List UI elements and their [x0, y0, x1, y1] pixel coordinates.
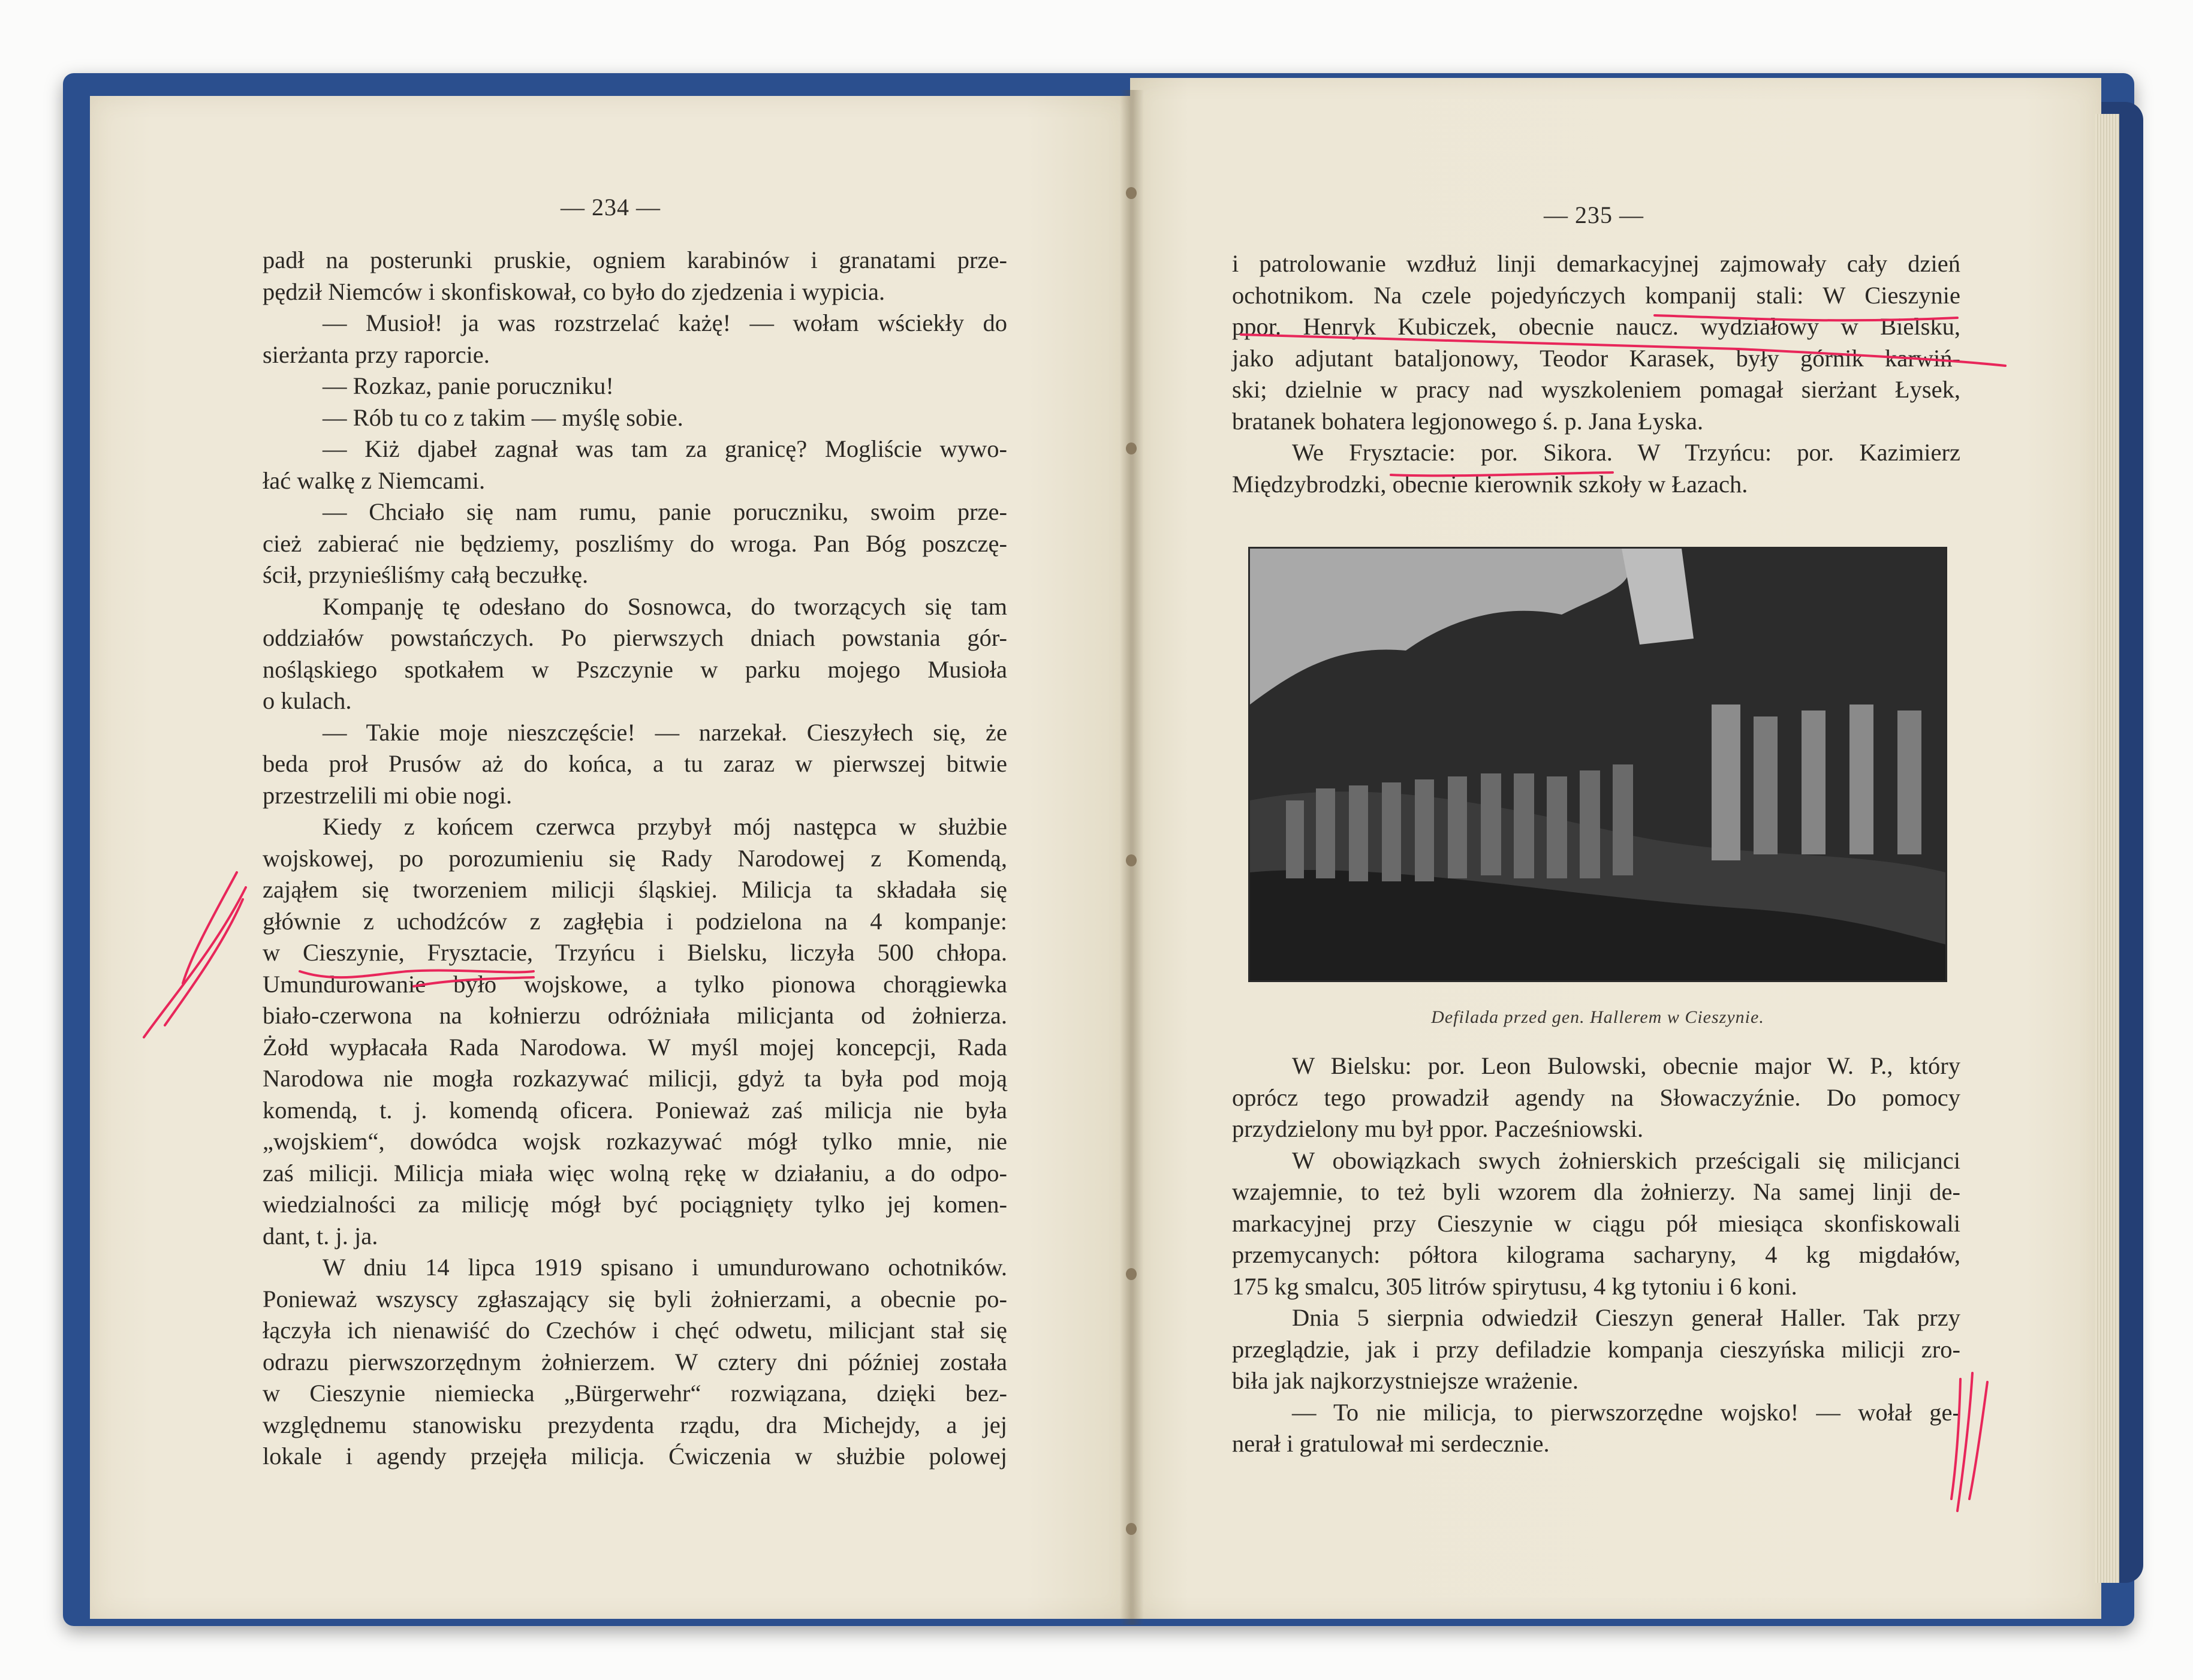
photo-scene: [1250, 549, 1945, 980]
text-line: oprócz tego prowadził agendy na Słowaczyźnie. Do pomocy: [1232, 1083, 1960, 1111]
text-line: — Musioł! ja was rozstrzelać każę! — wołam wściekły do: [323, 309, 1007, 336]
text-line: Żołd wypłacała Rada Narodowa. W myśl mojej koncepcji, Rada: [263, 1033, 1007, 1061]
page-number-left: — 234 —: [561, 194, 661, 221]
binding-stitch: [1126, 187, 1137, 199]
text-line: — Rób tu co z takim — myślę sobie.: [323, 404, 683, 431]
text-line: 175 kg smalcu, 305 litrów spirytusu, 4 kg tytoniu i 6 koni.: [1232, 1272, 1797, 1300]
text-line: jako adjutant bataljonowy, Teodor Karasek, były górnik karwiń-: [1232, 344, 1960, 372]
text-line: przydzielony mu był ppor. Pacześniowski.: [1232, 1115, 1644, 1142]
right-page-text-top: [1232, 248, 1960, 500]
text-line: — To nie milicja, to pierwszorzędne wojsko! — wołał ge-: [1292, 1398, 1960, 1426]
text-line: ski; dzielnie w pracy nad wyszkoleniem pomagał sierżant Łysek,: [1232, 376, 1960, 403]
text-line: przeglądzie, jak i przy defiladzie kompanja cieszyńska milicji zro-: [1232, 1335, 1960, 1363]
text-line: Kiedy z końcem czerwca przybył mój następca w służbie: [323, 813, 1007, 840]
text-line: dant, t. j. ja.: [263, 1222, 378, 1250]
text-line: przemycanych: półtora kilograma sacharyny, 4 kg migdałów,: [1232, 1241, 1960, 1268]
text-line: W dniu 14 lipca 1919 spisano i umundurowano ochotników.: [323, 1254, 1007, 1281]
text-line: — Rozkaz, panie poruczniku!: [323, 372, 614, 399]
text-line: łączyła ich nienawiść do Czechów i chęć odwetu, milicjant stał się: [263, 1317, 1007, 1344]
general-figure: [1712, 704, 1740, 860]
text-line: i patrolowanie wzdłuż linji demarkacyjnej zajmowały cały dzień: [1232, 250, 1960, 277]
text-line: W Bielsku: por. Leon Bulowski, obecnie major W. P., który: [1292, 1052, 1960, 1079]
text-line: o kulach.: [263, 687, 352, 714]
binding-stitch: [1126, 1523, 1137, 1535]
text-line: nośląskiego spotkałem w Pszczynie w parku mojego Musioła: [263, 655, 1007, 683]
binding-stitch: [1126, 1268, 1137, 1280]
text-line: ppor. Henryk Kubiczek, obecnie naucz. wydziałowy w Bielsku,: [1232, 313, 1960, 340]
text-line: wojskowej, po porozumieniu się Rady Narodowej z Komendą,: [263, 844, 1007, 872]
binding-stitch: [1126, 854, 1137, 866]
text-line: Dnia 5 sierpnia odwiedził Cieszyn generał Haller. Tak przy: [1292, 1304, 1960, 1331]
text-line: lokale i agendy przejęła milicja. Ćwiczenia w służbie polowej: [263, 1443, 1007, 1470]
text-line: głównie z uchodźców z zagłębia i podzielona na 4 kompanje:: [263, 907, 1007, 935]
text-line: W obowiązkach swych żołnierskich prześcigali się milicjanci: [1292, 1146, 1960, 1174]
text-line: łać walkę z Niemcami.: [263, 466, 486, 494]
historical-photograph: [1250, 549, 1945, 980]
text-line: — Takie moje nieszczęście! — narzekał. Cieszyłech się, że: [323, 718, 1007, 746]
text-line: wzajemnie, to też byli wzorem dla żołnierzy. Na samej linji de-: [1232, 1178, 1960, 1205]
text-line: komendą, t. j. komendą oficera. Ponieważ zaś milicja nie była: [263, 1096, 1007, 1124]
text-line: Międzybrodzki, obecnie kierownik szkoły w Łazach.: [1232, 470, 1748, 498]
text-line: cież zabierać nie będziemy, poszliśmy do wroga. Pan Bóg poszczę-: [263, 529, 1007, 557]
text-line: ochotnikom. Na czele pojedyńczych kompanij stali: W Cieszynie: [1232, 281, 1960, 309]
text-line: Ponieważ wszyscy zgłaszający się byli żołnierzami, a obecnie po-: [263, 1285, 1007, 1312]
page-number-right: — 235 —: [1544, 201, 1644, 228]
text-line: markacyjnej przy Cieszynie w ciągu pół miesiąca skonfiskowali: [1232, 1209, 1960, 1237]
text-line: względnemu stanowisku prezydenta rządu, dra Michejdy, a jej: [263, 1411, 1007, 1438]
binding-stitch: [1126, 442, 1137, 454]
photo-caption: Defilada przed gen. Hallerem w Cieszynie.: [1431, 1007, 1764, 1027]
text-line: beda proł Prusów aż do końca, a tu zaraz w pierwszej bitwie: [263, 750, 1007, 777]
text-line: biało-czerwona na kołnierzu odróżniała milicjanta od żołnierza.: [263, 1002, 1007, 1029]
text-line: odrazu pierwszorzędnym żołnierzem. W cztery dni później została: [263, 1348, 1007, 1375]
text-line: nerał i gratulował mi serdecznie.: [1232, 1430, 1550, 1457]
text-line: zająłem się tworzeniem milicji śląskiej. Milicja ta składała się: [263, 876, 1007, 903]
text-line: w Cieszynie, Frysztacie, Trzyńcu i Bielsku, liczyła 500 chłopa.: [263, 939, 1007, 966]
text-line: oddziałów powstańczych. Po pierwszych dniach powstania gór-: [263, 624, 1007, 651]
text-line: pędził Niemców i skonfiskował, co było do zjedzenia i wypicia.: [263, 278, 885, 305]
text-line: bratanek bohatera legjonowego ś. p. Jana Łyska.: [1232, 407, 1704, 435]
text-line: „wojskiem“, dowódca wojsk rozkazywać mógł tylko mnie, nie: [263, 1128, 1007, 1155]
page-edges: [2095, 114, 2119, 1583]
text-line: Umundurowanie było wojskowe, a tylko pionowa chorągiewka: [263, 970, 1007, 998]
text-line: — Chciało się nam rumu, panie poruczniku, swoim prze-: [323, 498, 1007, 525]
text-line: — Kiż djabeł zagnał was tam za granicę? Mogliście wywo-: [323, 435, 1007, 462]
text-line: sierżanta przy raporcie.: [263, 341, 490, 368]
text-line: padł na posterunki pruskie, ogniem karabinów i granatami prze-: [263, 246, 1007, 273]
text-line: Kompanję tę odesłano do Sosnowca, do tworzących się tam: [323, 592, 1007, 620]
text-line: Narodowa nie mogła rozkazywać milicji, gdyż ta była pod moją: [263, 1065, 1007, 1092]
text-line: przestrzelili mi obie nogi.: [263, 781, 513, 809]
text-line: zaś milicji. Milicja miała więc wolną rękę w działaniu, a do odpo-: [263, 1159, 1007, 1187]
text-line: w Cieszynie niemiecka „Bürgerwehr“ rozwiązana, dzięki bez-: [263, 1380, 1007, 1407]
right-page-text-bottom: [1232, 1050, 1960, 1460]
left-page-text: [263, 245, 1007, 1473]
text-line: We Frysztacie: por. Sikora. W Trzyńcu: por. Kazimierz: [1292, 439, 1960, 466]
text-line: ścił, przynieśliśmy całą beczułkę.: [263, 561, 589, 588]
text-line: biła jak najkorzystniejsze wrażenie.: [1232, 1367, 1579, 1394]
text-line: wiedzialności za milicję mógł być pociągnięty tylko jej komen-: [263, 1191, 1007, 1218]
